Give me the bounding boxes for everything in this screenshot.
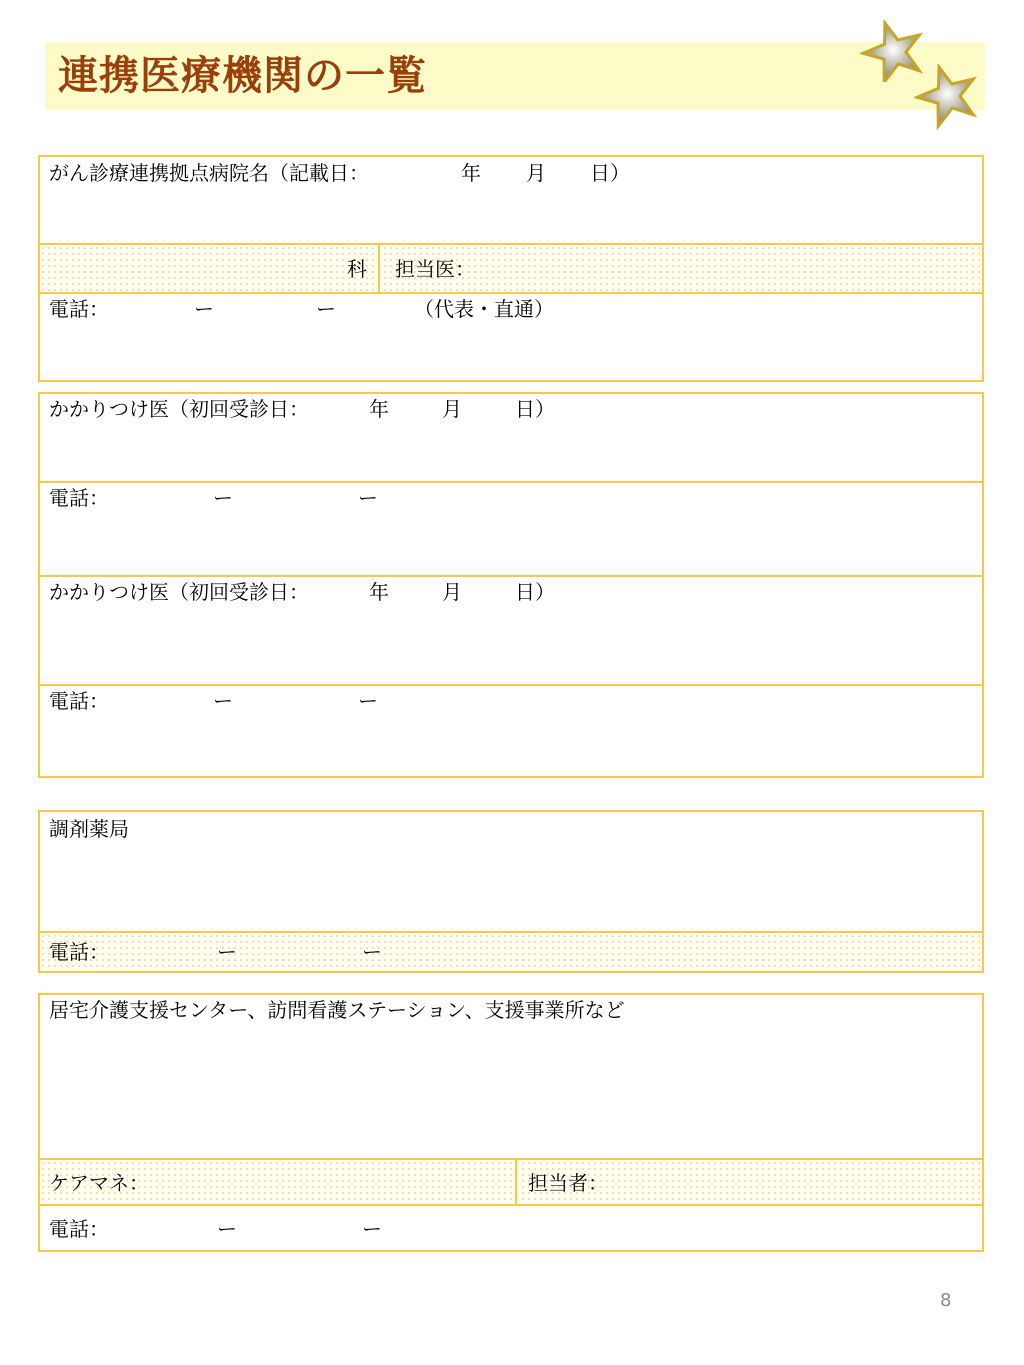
phone-dash: ー xyxy=(217,940,237,964)
phone-note: （代表・直通） xyxy=(414,297,554,321)
month-label: 月 xyxy=(442,580,462,604)
pharmacy-name-row xyxy=(40,812,982,933)
year-label: 年 xyxy=(369,397,389,421)
care-box xyxy=(38,993,984,1252)
phone-dash: ー xyxy=(362,940,382,964)
family-doctor-phone-row xyxy=(40,684,982,776)
phone-label: 電話： xyxy=(49,1217,109,1241)
dept-label: 科 xyxy=(347,257,367,281)
phone-dash: ー xyxy=(316,297,336,321)
year-label: 年 xyxy=(369,580,389,604)
hospital-name-label: がん診療連携拠点病院名（記載日： xyxy=(49,161,369,185)
day-label: 日） xyxy=(515,580,555,604)
family-doctor-box xyxy=(38,392,984,778)
phone-dash: ー xyxy=(217,1217,237,1241)
day-label: 日） xyxy=(515,397,555,421)
hospital-name-row xyxy=(40,157,982,245)
doctor-label: 担当医： xyxy=(395,257,475,281)
hospital-phone-row xyxy=(40,292,982,380)
hospital-dept-row xyxy=(40,243,982,293)
pharmacy-phone-row xyxy=(40,931,982,971)
phone-label: 電話： xyxy=(49,940,109,964)
family-doctor-label: かかりつけ医（初回受診日： xyxy=(49,397,309,421)
page-title: 連携医療機関の一覧 xyxy=(58,53,427,99)
day-label: 日） xyxy=(590,161,630,185)
phone-label: 電話： xyxy=(49,486,109,510)
family-doctor-label: かかりつけ医（初回受診日： xyxy=(49,580,309,604)
care-manager-row xyxy=(40,1158,982,1206)
month-label: 月 xyxy=(442,397,462,421)
year-label: 年 xyxy=(461,161,481,185)
hospital-box xyxy=(38,155,984,382)
phone-label: 電話： xyxy=(49,689,109,713)
family-doctor-name-row xyxy=(40,394,982,483)
phone-dash: ー xyxy=(213,486,233,510)
phone-dash: ー xyxy=(358,689,378,713)
phone-dash: ー xyxy=(362,1217,382,1241)
care-name-row xyxy=(40,995,982,1160)
divider xyxy=(378,245,380,293)
family-doctor-phone-row xyxy=(40,481,982,576)
divider xyxy=(515,1160,517,1206)
phone-dash: ー xyxy=(358,486,378,510)
phone-dash: ー xyxy=(194,297,214,321)
pharmacy-label: 調剤薬局 xyxy=(49,817,129,841)
care-label: 居宅介護支援センター、訪問看護ステーション、支援事業所など xyxy=(49,998,625,1022)
star-icon xyxy=(914,64,980,130)
care-phone-row xyxy=(40,1204,982,1250)
family-doctor-name-row xyxy=(40,575,982,685)
phone-label: 電話： xyxy=(49,297,109,321)
care-manager-label: ケアマネ： xyxy=(49,1171,149,1195)
person-label: 担当者： xyxy=(528,1171,608,1195)
pharmacy-box xyxy=(38,810,984,973)
month-label: 月 xyxy=(526,161,546,185)
phone-dash: ー xyxy=(213,689,233,713)
page-number: 8 xyxy=(940,1290,952,1311)
